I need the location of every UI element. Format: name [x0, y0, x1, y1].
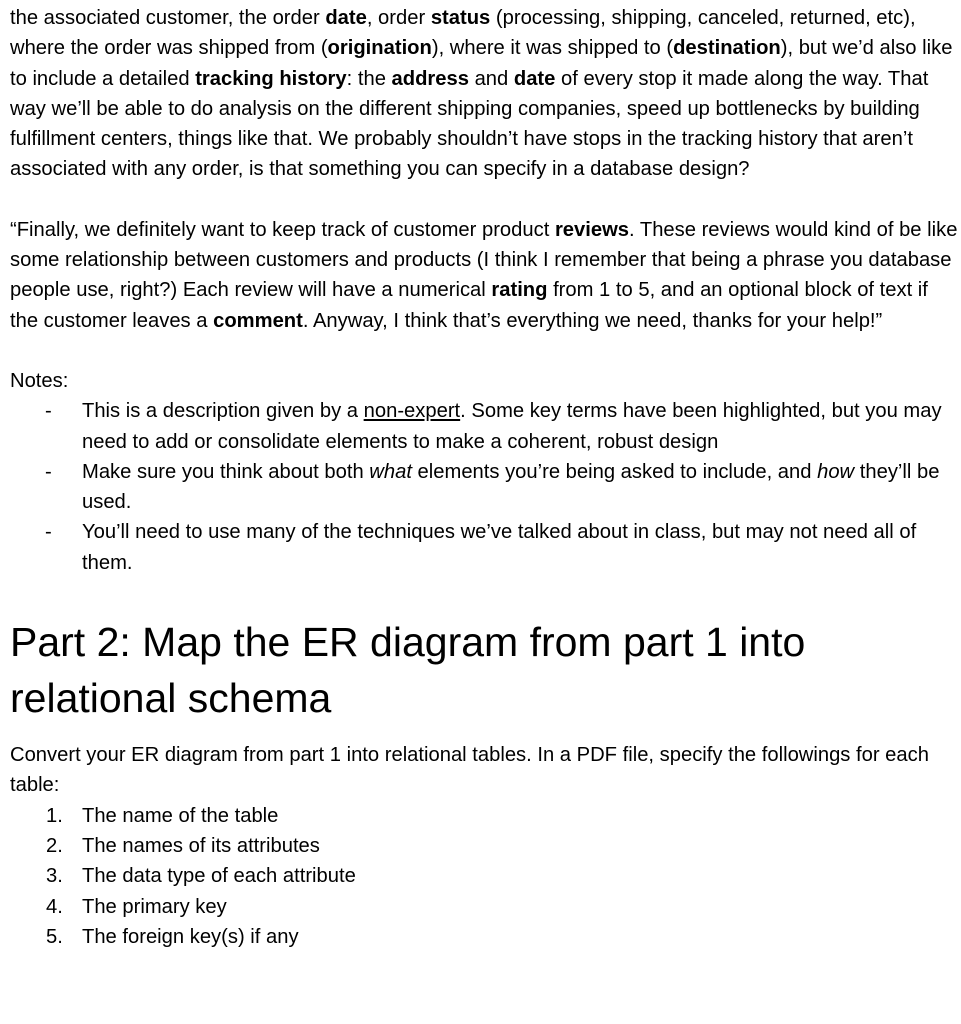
term-destination: destination: [673, 37, 781, 60]
paragraph-order-details: the associated customer, the order date, order status (processing, shipping, canceled, returned, etc), where the order was shipped from (origination), where it was shipped to (destination), but we’d also like to include a detailed tracking history: the address and date of every stop it made along the way. That way we’ll be able to do analysis on the different shipping companies, speed up bottlenecks by building fulfillment centers, things like that. We probably shouldn’t have stops in the tracking history that aren’t associated with any order, is that something you can specify in a database design?: [10, 7, 953, 181]
term-non-expert: non-expert: [363, 400, 461, 423]
bullet-dash: -: [45, 460, 52, 483]
note-item: - Make sure you think about both what elements you’re being asked to include, and how they’ll be used.: [10, 457, 960, 518]
step-number: 2.: [46, 834, 63, 857]
document-body: [10, 3, 960, 952]
term-origination: origination: [327, 37, 432, 60]
notes-list: [10, 396, 960, 578]
term-date: date: [325, 7, 367, 29]
term-address: address: [391, 67, 469, 90]
term-rating: rating: [491, 279, 548, 302]
step-number: 1.: [46, 804, 63, 827]
note-item: - This is a description given by a non-expert. Some key terms have been highlighted, but you may need to add or consolidate elements to make a coherent, robust design: [10, 396, 960, 457]
emphasis-what: what: [369, 460, 412, 483]
part2-steps-list: [10, 801, 960, 952]
step-number: 3.: [46, 865, 63, 888]
step-item: 5. The foreign key(s) if any: [10, 922, 960, 952]
term-reviews: reviews: [554, 218, 630, 241]
step-item: 1. The name of the table: [10, 801, 960, 831]
part2-intro: Convert your ER diagram from part 1 into relational tables. In a PDF file, specify the followings for each table:: [10, 744, 929, 797]
bullet-dash: -: [45, 521, 52, 544]
term-stop-date: date: [513, 67, 556, 90]
paragraph-reviews: “Finally, we definitely want to keep track of customer product reviews. These reviews would kind of be like some relationship between customers and products (I think I remember that being a phrase you database people use, right?) Each review will have a numerical rating from 1 to 5, and an optional block of text if the customer leaves a comment. Anyway, I think that’s everything we need, thanks for your help!”: [10, 218, 958, 332]
step-number: 5.: [46, 925, 63, 948]
term-status: status: [430, 7, 491, 29]
part2-heading: Part 2: Map the ER diagram from part 1 into relational schema: [10, 619, 806, 722]
bullet-dash: -: [45, 400, 52, 423]
emphasis-how: how: [817, 460, 855, 483]
step-number: 4.: [46, 895, 63, 918]
term-tracking-history: tracking history: [195, 67, 347, 90]
step-item: 3. The data type of each attribute: [10, 861, 960, 891]
step-item: 2. The names of its attributes: [10, 831, 960, 861]
term-comment: comment: [213, 309, 303, 332]
step-item: 4. The primary key: [10, 892, 960, 922]
notes-heading: Notes:: [10, 369, 69, 392]
note-item: - You’ll need to use many of the techniques we’ve talked about in class, but may not need all of them.: [10, 517, 960, 578]
